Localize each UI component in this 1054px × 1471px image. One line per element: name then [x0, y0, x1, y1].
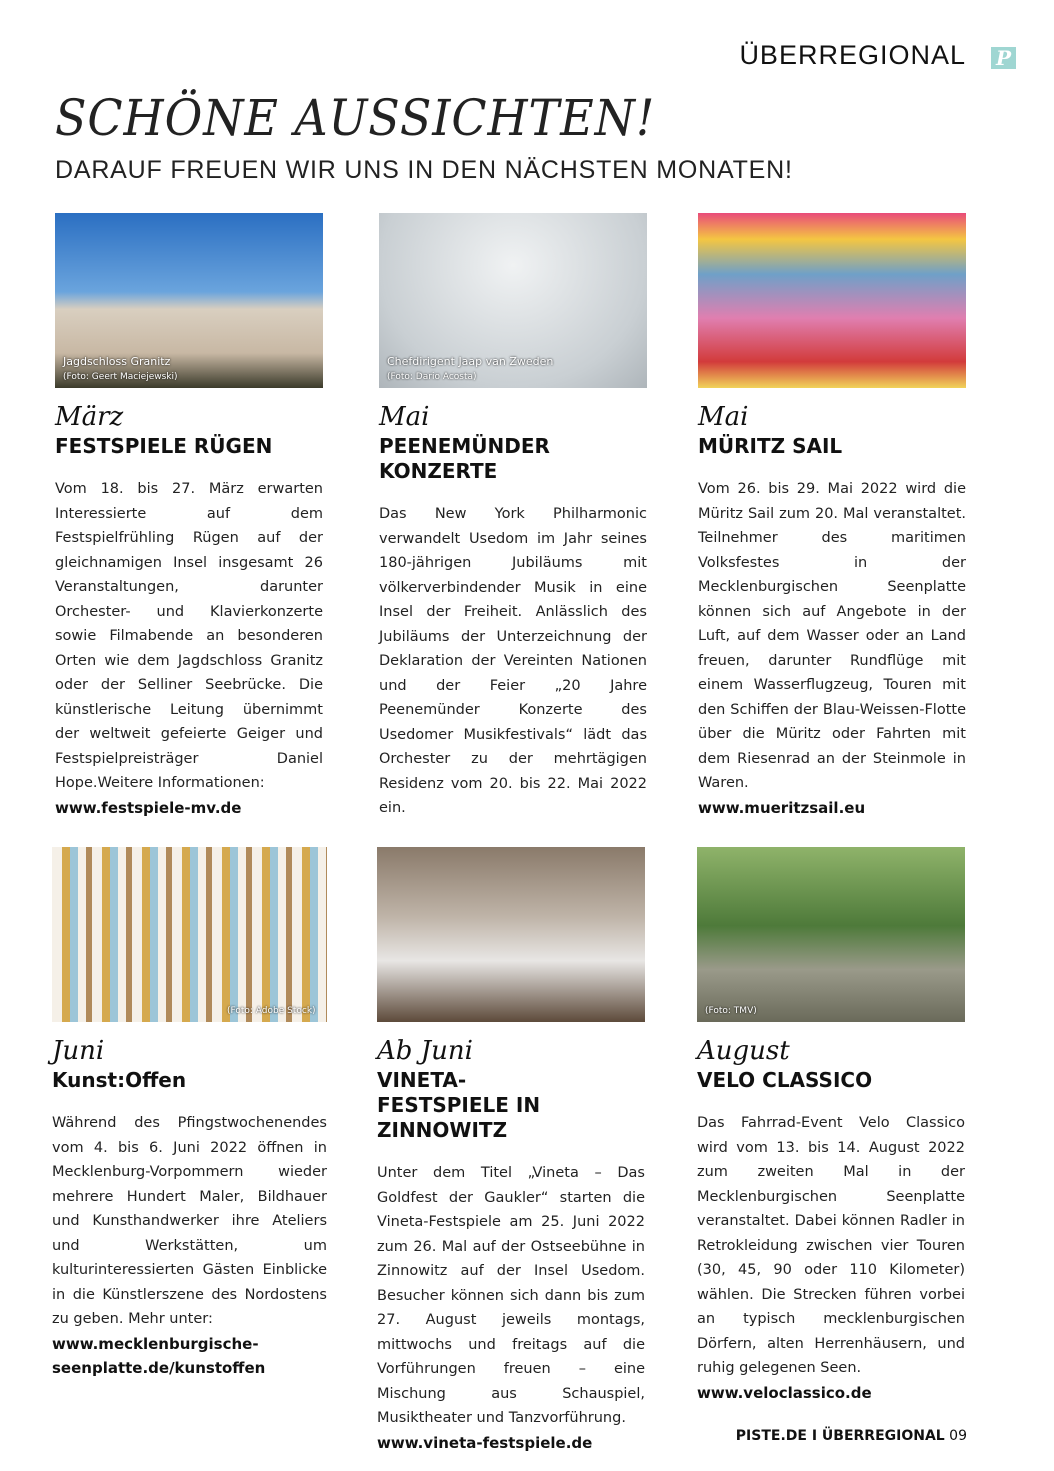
event-card [379, 213, 647, 821]
event-photo [55, 213, 323, 388]
event-card [377, 847, 645, 1455]
event-description: Während des Pfingstwochenendes vom 4. bis 6. Juni 2022 öffnen in Mecklenburg-Vorpommern wieder mehrere Hundert Maler, Bildhauer und Kunsthandwerker ihre Ateliers und Werkstätten, um kulturinteressierten Gästen Einblicke in die Künstlerszene des Nordostens zu geben. Mehr unter: [52, 1115, 327, 1327]
event-photo [377, 847, 645, 1022]
event-month: Mai [698, 402, 749, 432]
photo-caption: Jagdschloss Granitz [63, 355, 171, 368]
page-title: SCHÖNE AUSSICHTEN! [55, 89, 656, 147]
event-photo [698, 213, 966, 388]
event-description: Das New York Philharmonic verwandelt Usedom im Jahr seines 180-jährigen Jubiläums mit völkerverbindender Musik in eine Insel der Freiheit. Anlässlich des Jubiläums der Unterzeichnung der Deklaration der Vereinten Nationen und der Feier „20 Jahre Peenemünder Konzerte des Usedomer Musikfestivals“ lädt das Orchester zu der mehrtägigen Residenz vom 20. bis 22. Mai 2022 ein. [379, 506, 647, 816]
event-title: PEENEMÜNDER KONZERTE [379, 434, 550, 483]
event-title: VINETA-FESTSPIELE IN ZINNOWITZ [377, 1068, 541, 1142]
event-card [698, 213, 966, 820]
piste-logo: P [991, 47, 1016, 69]
photo-caption: Chefdirigent Jaap van Zweden [387, 355, 554, 368]
event-description: Vom 18. bis 27. März erwarten Interessierte auf dem Festspielfrühling Rügen auf der gleichnamigen Insel insgesamt 26 Veranstaltungen, darunter Orchester- und Klavierkonzerte sowie Filmabende an besonderen Orten wie dem Jagdschloss Granitz oder der Selliner Seebrücke. Die künstlerische Leitung übernimmt der weltweit gefeierte Geiger und Festspielpreisträger Daniel Hope.Weitere Informationen: [55, 481, 323, 791]
event-month: Ab Juni [377, 1036, 473, 1066]
event-title: Kunst:Offen [52, 1068, 187, 1092]
section-label: ÜBERREGIONAL [739, 40, 966, 70]
event-card [52, 847, 327, 1381]
event-description: Das Fahrrad-Event Velo Classico wird vom 13. bis 14. August 2022 zum zweiten Mal in der Mecklenburgischen Seenplatte veranstaltet. Dabei können Radler in Retrokleidung zwischen vier Touren (30, 45, 90 oder 110 Kilometer) wählen. Die Strecken führen vorbei an typisch mecklenburgischen Dörfern, alten Herrenhäusern, und ruhig gelegenen Seen. [697, 1115, 965, 1376]
photo-credit: (Foto: Dario Acosta) [387, 372, 477, 382]
photo-credit: (Foto: Geert Maciejewski) [63, 372, 178, 382]
event-title: FESTSPIELE RÜGEN [55, 434, 273, 458]
event-photo [52, 847, 327, 1022]
event-month: März [55, 402, 124, 432]
event-title: MÜRITZ SAIL [698, 434, 843, 458]
event-title: VELO CLASSICO [697, 1068, 873, 1092]
event-description: Vom 26. bis 29. Mai 2022 wird die Müritz Sail zum 20. Mal veranstaltet. Teilnehmer des maritimen Volksfestes in der Mecklenburgischen Seenplatte können sich auf Angebote in der Luft, auf dem Wasser oder an Land freuen, darunter Rundflüge mit einem Wasserflugzeug, Touren mit den Schiffen der Blau-Weissen-Flotte über die Müritz oder Fahrten mit dem Riesenrad an der Steinmole in Waren. [698, 481, 966, 791]
page-subtitle: DARAUF FREUEN WIR UNS IN DEN NÄCHSTEN MONATEN! [55, 156, 793, 184]
page-footer [736, 1428, 967, 1444]
photo-credit: (Foto: Adobe Stock) [227, 1006, 316, 1016]
footer-brand: PISTE.DE I ÜBERREGIONAL [735, 1428, 945, 1444]
event-link[interactable]: www.festspiele-mv.de [55, 798, 242, 817]
event-month: Mai [379, 402, 430, 432]
event-card [55, 213, 323, 820]
event-link[interactable]: www.vineta-festspiele.de [377, 1433, 593, 1452]
event-description: Unter dem Titel „Vineta – Das Goldfest der Gaukler“ starten die Vineta-Festspiele am 25. Juni 2022 zum 26. Mal auf der Ostseebühne in Zinnowitz auf der Insel Usedom. Besucher können sich dann bis zum 27. August jeweils montags, mittwochs und freitags auf die Vorführungen freuen – eine Mischung aus Schauspiel, Musiktheater und Tanzvorführung. [377, 1165, 645, 1426]
photo-credit: (Foto: TMV) [705, 1006, 757, 1016]
event-card [697, 847, 965, 1405]
event-link[interactable]: www.veloclassico.de [697, 1383, 872, 1402]
event-link[interactable]: www.mueritzsail.eu [698, 798, 866, 817]
event-month: Juni [52, 1036, 105, 1066]
event-photo [697, 847, 965, 1022]
event-link[interactable]: www.mecklenburgische-seenplatte.de/kunstoffen [52, 1334, 266, 1377]
event-month: August [697, 1036, 790, 1066]
event-photo [379, 213, 647, 388]
page-number: 09 [949, 1428, 967, 1444]
